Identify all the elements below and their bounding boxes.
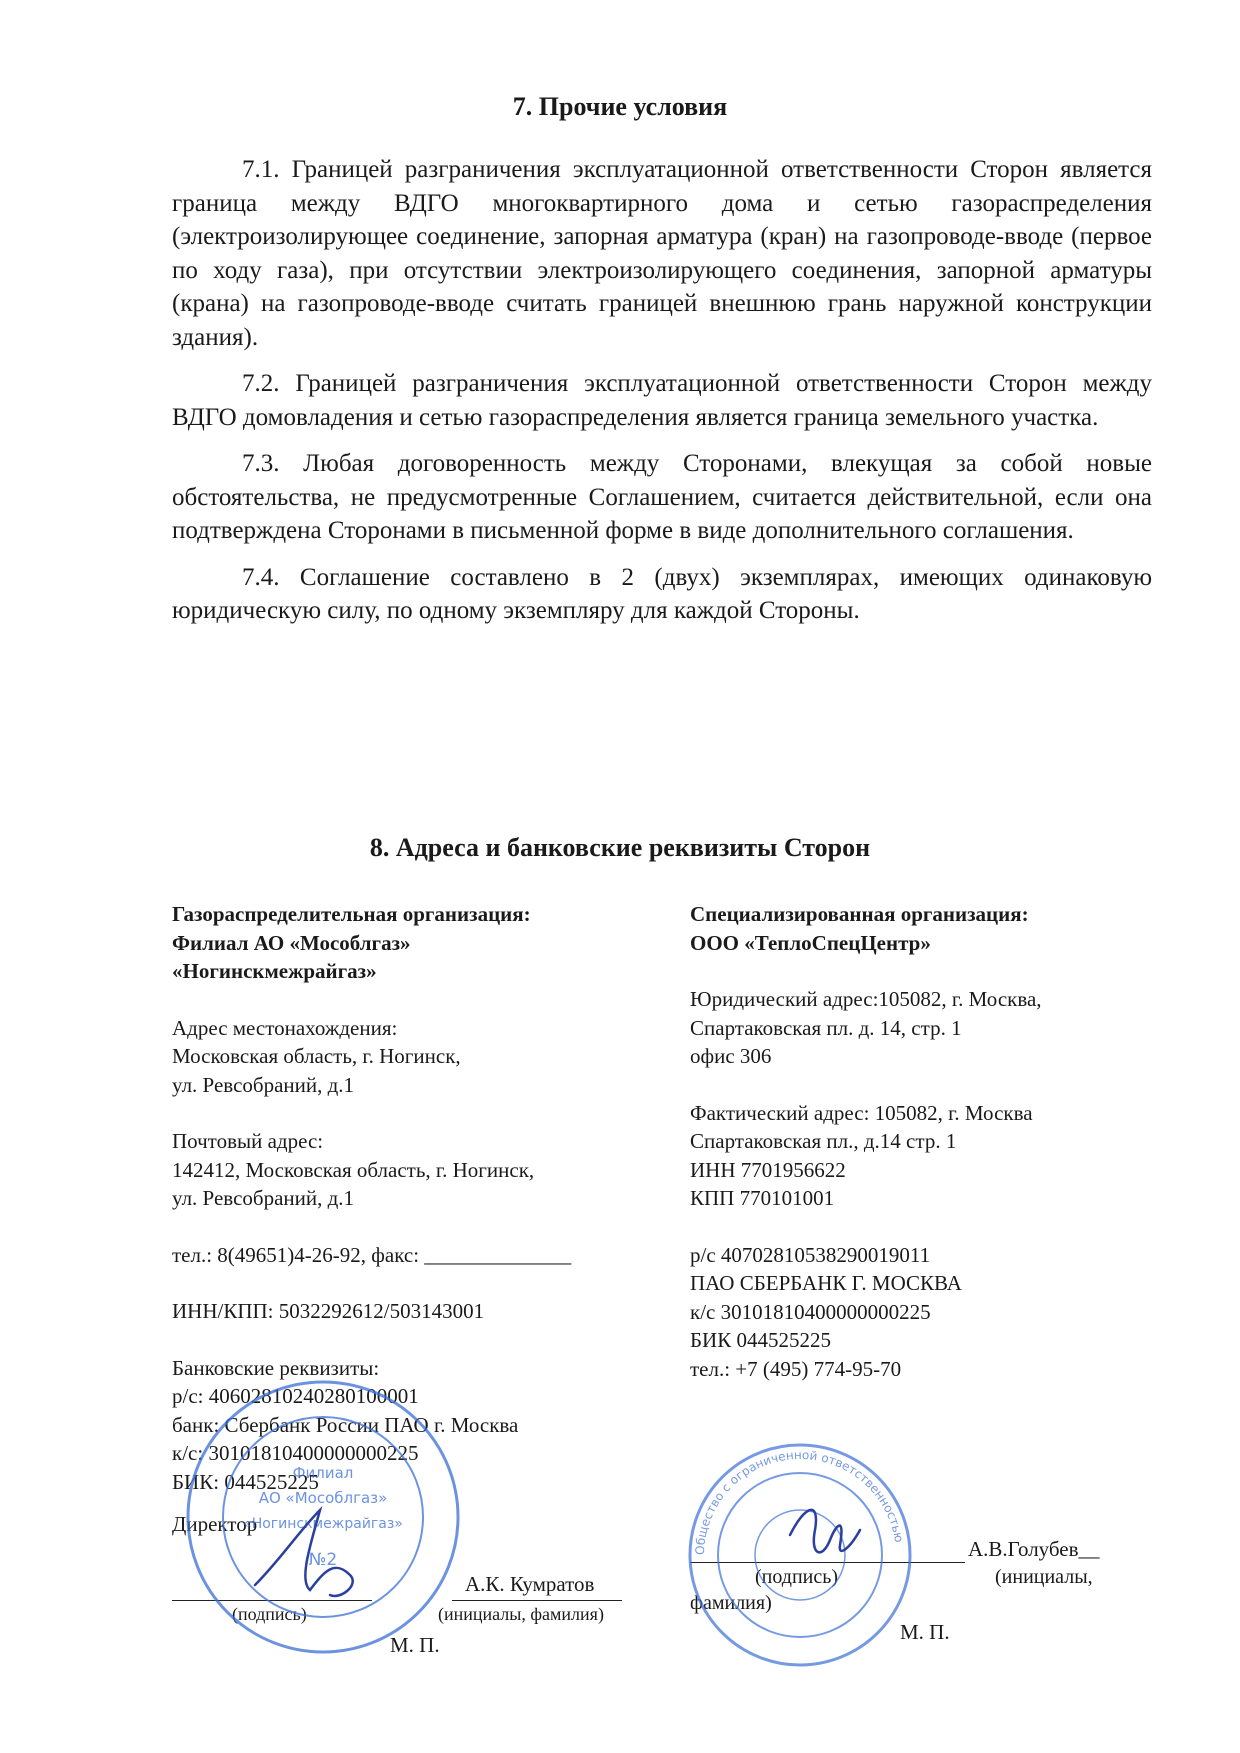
left-seal-line1: Филиал xyxy=(292,1464,354,1482)
left-bank-corr-account: к/с: 30101810400000000225 xyxy=(172,1441,419,1465)
right-org-name: ООО «ТеплоСпецЦентр» xyxy=(690,930,931,955)
left-org-branch: «Ногинскмежрайгаз» xyxy=(172,959,377,983)
left-bank-account: р/с: 40602810240280100001 xyxy=(172,1384,419,1408)
left-seal-line4: №2 xyxy=(308,1550,338,1570)
right-inn: ИНН 7701956622 xyxy=(690,1157,846,1182)
right-seal-place: М. П. xyxy=(900,1620,950,1644)
right-bank-account: р/с 40702810538290019011 xyxy=(690,1242,931,1267)
left-signature-caption: (подпись) xyxy=(232,1604,307,1624)
right-signer-name: А.В.Голубев__ xyxy=(968,1537,1100,1561)
right-name-caption-2: фамилия) xyxy=(690,1592,772,1614)
right-actual-line2: Спартаковская пл., д.14 стр. 1 xyxy=(690,1129,957,1153)
right-signature-caption: (подпись) xyxy=(755,1566,839,1588)
paragraph-7-1: 7.1. Границей разграничения эксплуатационной ответственности Сторон является граница между ВДГО многоквартирного дома и сетью газораспределения (электроизолирующее соединение, запорная арматура (кран) на газопроводе-вводе (первое по ходу газа), при отсутствии электроизолирующего соединения, запорной арматуры (крана) на газопроводе-вводе считать границей внешнюю грань наружной конструкции здания). xyxy=(172,156,1152,351)
left-location-line2: ул. Ревсобраний, д.1 xyxy=(172,1072,355,1097)
left-org-name: Филиал АО «Мособлгаз» xyxy=(172,930,411,955)
left-bank-name: банк: Сбербанк России ПАО г. Москва xyxy=(172,1412,519,1437)
left-postal-line2: ул. Ревсобраний, д.1 xyxy=(172,1186,355,1210)
right-signature-icon xyxy=(790,1510,860,1552)
left-location-label: Адрес местонахождения: xyxy=(172,1015,398,1040)
right-legal-line2: Спартаковская пл. д. 14, стр. 1 xyxy=(690,1015,962,1040)
right-bank-corr-account: к/с 30101810400000000225 xyxy=(690,1299,931,1324)
right-seal-ring-text: Общество с ограниченной ответственностью xyxy=(692,1447,907,1556)
left-location-line1: Московская область, г. Ногинск, xyxy=(172,1044,461,1068)
right-legal-line1: Юридический адрес:105082, г. Москва, xyxy=(690,987,1042,1011)
left-seal-line3: «Ногинскмежрайгаз» xyxy=(243,1516,403,1532)
left-seal-stamp xyxy=(188,1382,458,1652)
left-postal-line1: 142412, Московская область, г. Ногинск, xyxy=(172,1157,535,1182)
right-phone: тел.: +7 (495) 774-95-70 xyxy=(690,1356,902,1381)
left-position: Директор xyxy=(172,1512,258,1536)
paragraph-7-2: 7.2. Границей разграничения эксплуатационной ответственности Сторон между ВДГО домовладения и сетью газораспределения является граница земельного участка. xyxy=(172,370,1152,431)
left-bank-label: Банковские реквизиты: xyxy=(172,1355,380,1380)
left-name-caption: (инициалы, фамилия) xyxy=(438,1604,604,1624)
right-bank-name: ПАО СБЕРБАНК Г. МОСКВА xyxy=(690,1271,962,1295)
right-actual-line1: Фактический адрес: 105082, г. Москва xyxy=(690,1100,1033,1125)
section-8-heading: 8. Адреса и банковские реквизиты Сторон xyxy=(369,833,871,862)
left-postal-label: Почтовый адрес: xyxy=(172,1129,324,1153)
left-bank-bik: БИК: 044525225 xyxy=(172,1469,319,1494)
left-inn-text: ИНН/КПП: 5032292612/503143001 xyxy=(172,1299,485,1323)
right-seal-stamp xyxy=(690,1445,910,1665)
section-7-heading: 7. Прочие условия xyxy=(512,92,728,121)
right-kpp: КПП 770101001 xyxy=(690,1186,835,1210)
paragraph-7-3: 7.3. Любая договоренность между Сторонами, влекущая за собой новые обстоятельства, не предусмотренные Соглашением, считается действительной, если она подтверждена Сторонами в письменной форме в виде дополнительного соглашения. xyxy=(172,450,1152,544)
paragraph-7-4: 7.4. Соглашение составлено в 2 (двух) экземплярах, имеющих одинаковую юридическую силу, по одному экземпляру для каждой Стороны. xyxy=(172,563,1152,624)
right-bank-bik: БИК 044525225 xyxy=(690,1328,831,1352)
left-seal-place: М. П. xyxy=(390,1633,440,1657)
left-org-role: Газораспределительная организация: xyxy=(172,902,531,926)
right-org-role: Специализированная организация: xyxy=(690,902,1029,926)
left-signer-name: А.К. Кумратов xyxy=(465,1572,595,1596)
left-phone-text: тел.: 8(49651)4-26-92, факс: ______________ xyxy=(172,1242,572,1267)
left-seal-line2: АО «Мособлгаз» xyxy=(258,1489,388,1507)
svg-text:Общество с ограниченной ответс xyxy=(693,1448,906,1555)
right-legal-line3: офис 306 xyxy=(690,1044,772,1068)
right-name-caption-1: (инициалы, xyxy=(995,1566,1093,1588)
